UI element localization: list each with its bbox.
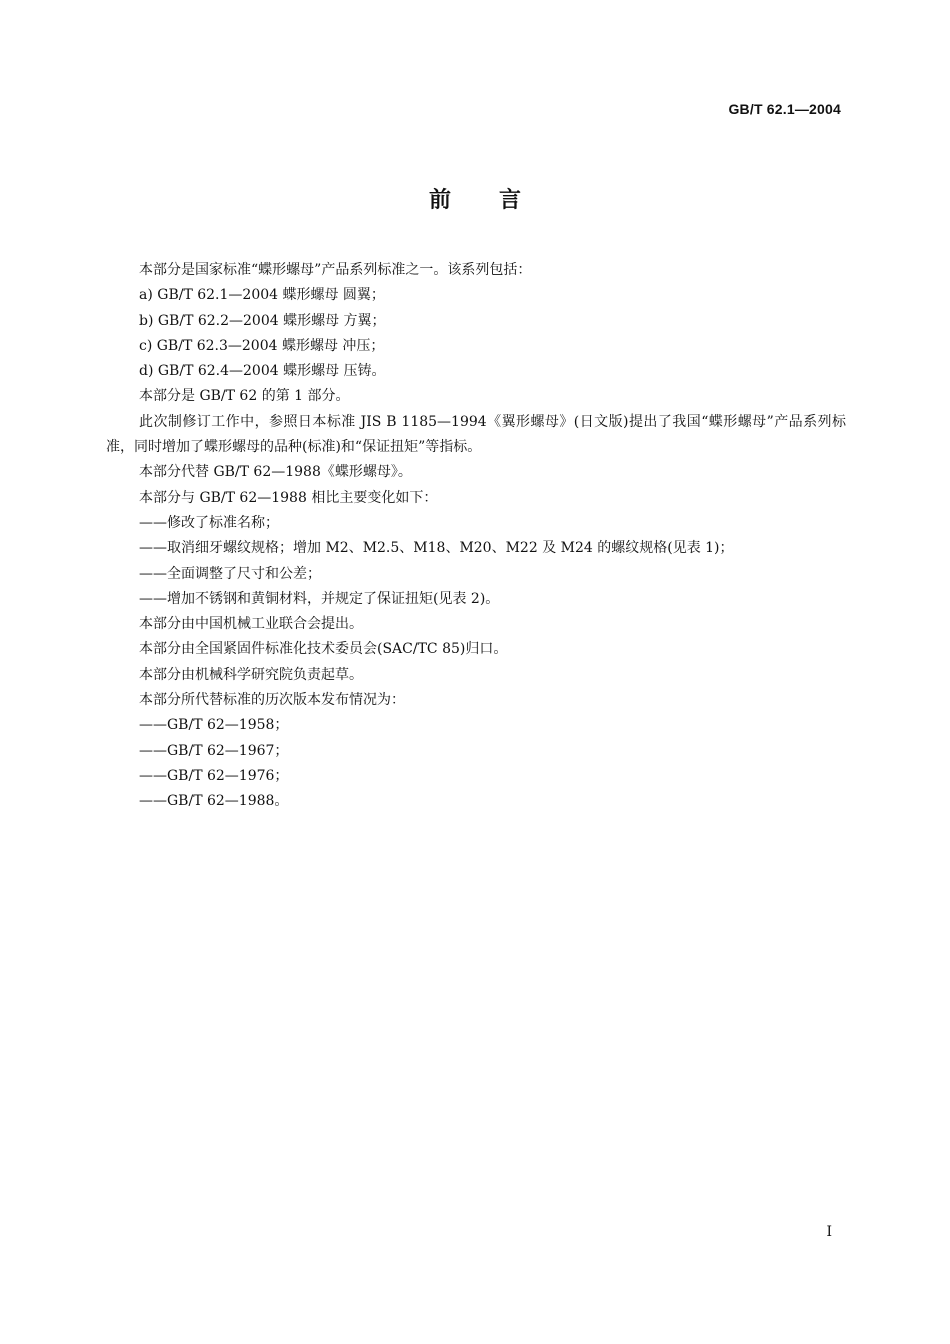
paragraph-changes-intro: 本部分与 GB/T 62—1988 相比主要变化如下： bbox=[139, 489, 438, 506]
paragraph-drafted-by: 本部分由机械科学研究院负责起草。 bbox=[139, 666, 363, 683]
list-item-history-3: ——GB/T 62—1976； bbox=[139, 767, 289, 784]
paragraph-series-intro: 本部分是国家标准“蝶形螺母”产品系列标准之一。该系列包括： bbox=[139, 262, 532, 278]
paragraph-revision-reference: 此次制修订工作中，参照日本标准 JIS B 1185—1994《翼形螺母》(日文版)提出了我国“蝶形螺母”产品系列标准，同时增加了蝶形螺母的品种(标准)和“保证扭矩”等指标。 bbox=[106, 413, 846, 456]
list-item-series-a: a) GB/T 62.1—2004 蝶形螺母 圆翼； bbox=[139, 287, 385, 304]
list-item-history-4: ——GB/T 62—1988。 bbox=[139, 793, 289, 810]
foreword-body bbox=[106, 258, 846, 815]
paragraph-governed-by: 本部分由全国紧固件标准化技术委员会(SAC/TC 85)归口。 bbox=[139, 641, 508, 658]
list-item-history-2: ——GB/T 62—1967； bbox=[139, 742, 289, 759]
standard-code: GB/T 62.1—2004 bbox=[728, 101, 841, 117]
page-number: I bbox=[826, 1224, 832, 1240]
list-item-change-4: ——增加不锈钢和黄铜材料，并规定了保证扭矩(见表 2)。 bbox=[139, 590, 500, 607]
paragraph-proposed-by: 本部分由中国机械工业联合会提出。 bbox=[139, 616, 363, 633]
paragraph-part-number: 本部分是 GB/T 62 的第 1 部分。 bbox=[139, 388, 350, 405]
page-title: 前言 bbox=[428, 188, 569, 213]
list-item-change-2: ——取消细牙螺纹规格；增加 M2、M2.5、M18、M20、M22 及 M24 的螺纹规格(见表 1)； bbox=[139, 540, 734, 557]
list-item-series-c: c) GB/T 62.3—2004 蝶形螺母 冲压； bbox=[139, 337, 385, 354]
list-item-history-1: ——GB/T 62—1958； bbox=[139, 717, 289, 734]
list-item-series-d: d) GB/T 62.4—2004 蝶形螺母 压铸。 bbox=[139, 363, 386, 380]
list-item-change-1: ——修改了标准名称； bbox=[139, 514, 279, 531]
list-item-series-b: b) GB/T 62.2—2004 蝶形螺母 方翼； bbox=[139, 312, 386, 329]
list-item-change-3: ——全面调整了尺寸和公差； bbox=[139, 565, 321, 582]
paragraph-replaces: 本部分代替 GB/T 62—1988《蝶形螺母》。 bbox=[139, 464, 412, 481]
paragraph-history-intro: 本部分所代替标准的历次版本发布情况为： bbox=[139, 692, 405, 709]
